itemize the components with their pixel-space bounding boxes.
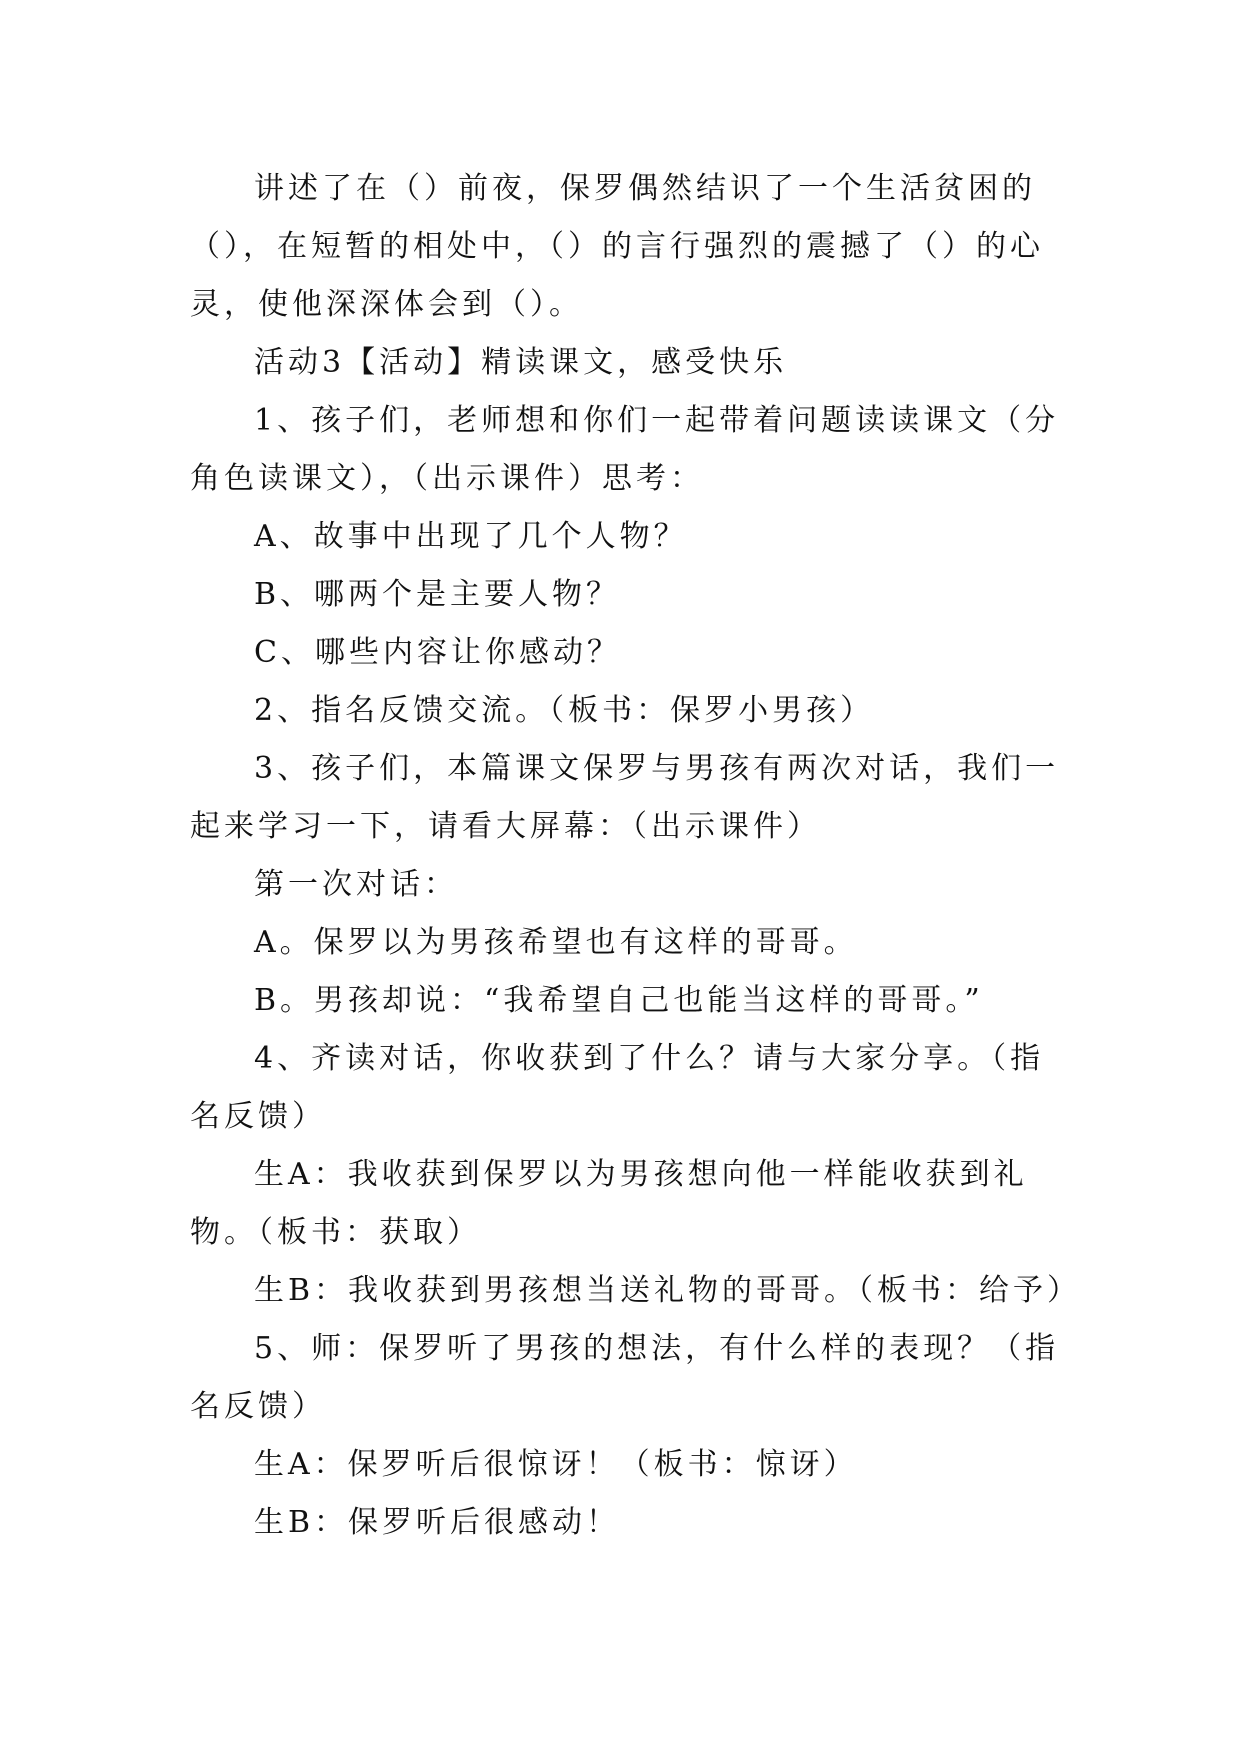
paragraph-student-a-2: 生A：保罗听后很惊讶！（板书：惊讶） (254, 1447, 858, 1482)
paragraph-question-a: A、故事中出现了几个人物？ (254, 519, 688, 554)
paragraph-question-b: B、哪两个是主要人物？ (254, 577, 621, 612)
paragraph-step-5: 5、师：保罗听了男孩的想法，有什么样的表现？（指名反馈） (190, 1331, 1060, 1424)
paragraph-dialogue-a: A。保罗以为男孩希望也有这样的哥哥。 (254, 925, 858, 960)
paragraph-student-b-2: 生B：保罗听后很感动！ (254, 1505, 621, 1540)
paragraph-first-dialogue: 第一次对话： (254, 867, 458, 902)
paragraph-story-summary: 讲述了在（）前夜，保罗偶然结识了一个生活贫困的（），在短暂的相处中，（）的言行强烈的震撼了（）的心灵，使他深深体会到（）。 (190, 171, 1044, 322)
paragraph-student-a-1: 生A：我收获到保罗以为男孩想向他一样能收获到礼物。（板书：获取） (190, 1157, 1028, 1250)
paragraph-step-4: 4、齐读对话，你收获到了什么？请与大家分享。（指名反馈） (190, 1041, 1045, 1134)
paragraph-question-c: C、哪些内容让你感动？ (254, 635, 621, 670)
paragraph-student-b-1: 生B：我收获到男孩想当送礼物的哥哥。（板书：给予） (254, 1273, 1082, 1308)
document-body (190, 160, 1082, 1552)
paragraph-step-3: 3、孩子们，本篇课文保罗与男孩有两次对话，我们一起来学习一下，请看大屏幕：（出示课件） (190, 751, 1060, 844)
paragraph-activity-heading: 活动3【活动】精读课文，感受快乐 (254, 345, 788, 380)
paragraph-step-2: 2、指名反馈交流。（板书：保罗小男孩） (254, 693, 875, 728)
paragraph-step-1: 1、孩子们，老师想和你们一起带着问题读读课文（分角色读课文），（出示课件）思考： (190, 403, 1060, 496)
paragraph-dialogue-b: B。男孩却说：“我希望自己也能当这样的哥哥。” (254, 983, 984, 1018)
